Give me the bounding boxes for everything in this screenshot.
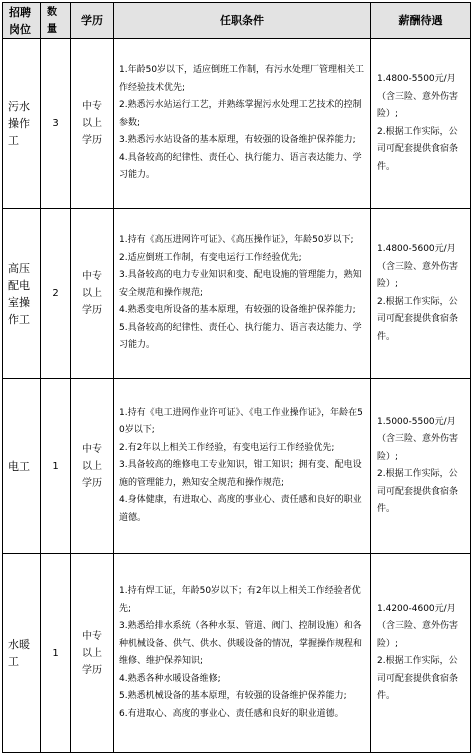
requirement-item: 3.具备较高的维修电工专业知识，钳工知识；拥有变、配电设施的管理能力，熟知安全规范和操作规范; (119, 460, 362, 488)
count-cell: 1 (41, 554, 71, 753)
requirement-item: 3.具备较高的电力专业知识和变、配电设施的管理能力，熟知安全规范和操作规范; (119, 270, 362, 298)
salary-item: 2.根据工作实际，公司可配套提供食宿条件。 (377, 126, 459, 172)
table-row (3, 554, 471, 753)
requirement-item: 3.熟悉污水站设备的基本原理，有较强的设备维护保养能力; (119, 135, 356, 146)
header-position: 招聘岗位 (3, 3, 41, 39)
header-requirements: 任职条件 (114, 3, 371, 39)
table-row (3, 379, 471, 554)
education-cell: 中专以上学历 (71, 209, 114, 379)
header-count: 数量 (41, 3, 71, 39)
requirement-item: 5.具备较高的纪律性、责任心、执行能力、语言表达能力、学习能力。 (119, 322, 362, 351)
requirement-item: 1.年龄50岁以下，适应倒班工作制，有污水处理厂管理相关工作经验技术优先; (119, 65, 365, 93)
requirement-item: 4.熟悉变电所设备的基本原理，有较强的设备维护保养能力; (119, 305, 356, 316)
count-cell: 2 (41, 209, 71, 379)
header-education: 学历 (71, 3, 114, 39)
salary-cell (371, 554, 471, 753)
header-salary: 薪酬待遇 (371, 3, 471, 39)
salary-item: 1.4200-4600元/月（含三险、意外伤害险）; (377, 603, 459, 649)
requirement-item: 4.具备较高的纪律性、责任心、执行能力、语言表达能力、学习能力。 (119, 152, 362, 181)
requirement-item: 1.持有《高压进网许可证》、《高压操作证》，年龄50岁以下; (119, 235, 354, 246)
salary-item: 1.4800-5600元/月（含三险、意外伤害险）; (377, 244, 459, 289)
requirements-cell (114, 554, 371, 753)
requirement-item: 3.熟悉给排水系统（各种水泵、管道、阀门、控制设施）和各种机械设备、供气、供水、供暖设备的情况，掌握操作规程和维修、维护保养知识; (119, 621, 363, 666)
education-cell: 中专以上学历 (71, 554, 114, 753)
count-cell: 1 (41, 379, 71, 554)
education-cell: 中专以上学历 (71, 39, 114, 209)
recruitment-table (2, 2, 471, 753)
position-cell: 水暖工 (3, 554, 41, 753)
salary-item: 1.4800-5500元/月（含三险、意外伤害险）; (377, 74, 459, 119)
position-cell: 高压配电室操作工 (3, 209, 41, 379)
salary-item: 2.根据工作实际，公司可配套提供食宿条件。 (377, 656, 459, 701)
salary-cell (371, 379, 471, 554)
requirement-item: 1.持有焊工证，年龄50岁以下；有2年以上相关工作经验者优先; (119, 586, 361, 614)
position-cell: 电工 (3, 379, 41, 554)
requirement-item: 2.熟悉污水站运行工艺，并熟练掌握污水处理工艺技术的控制参数; (119, 100, 362, 128)
requirements-cell (114, 209, 371, 379)
requirement-item: 2.有2年以上相关工作经验，有变电运行工作经验优先; (119, 442, 335, 453)
salary-cell (371, 39, 471, 209)
requirements-cell (114, 39, 371, 209)
count-cell: 3 (41, 39, 71, 209)
requirement-item: 4.熟悉各种水暖设备维修; (119, 673, 221, 684)
salary-item: 2.根据工作实际，公司可配套提供食宿条件。 (377, 296, 459, 342)
requirement-item: 5.熟悉机械设备的基本原理，有较强的设备维护保养能力; (119, 691, 347, 701)
requirement-item: 6.有进取心、高度的事业心、责任感和良好的职业道德。 (119, 708, 344, 719)
requirement-item: 1.持有《电工进网作业许可证》、《电工作业操作证》，年龄在50岁以下; (119, 407, 363, 436)
salary-cell (371, 209, 471, 379)
salary-item: 2.根据工作实际，公司可配套提供食宿条件。 (377, 469, 459, 514)
header-row (3, 3, 471, 39)
position-cell: 污水操作工 (3, 39, 41, 209)
salary-item: 1.5000-5500元/月（含三险、意外伤害险）; (377, 416, 459, 462)
table-row (3, 209, 471, 379)
requirement-item: 2.适应倒班工作制，有变电运行工作经验优先; (119, 252, 302, 263)
requirement-item: 4.身体健康，有进取心、高度的事业心、责任感和良好的职业道德。 (119, 495, 362, 523)
education-cell: 中专以上学历 (71, 379, 114, 554)
table-row (3, 39, 471, 209)
requirements-cell (114, 379, 371, 554)
